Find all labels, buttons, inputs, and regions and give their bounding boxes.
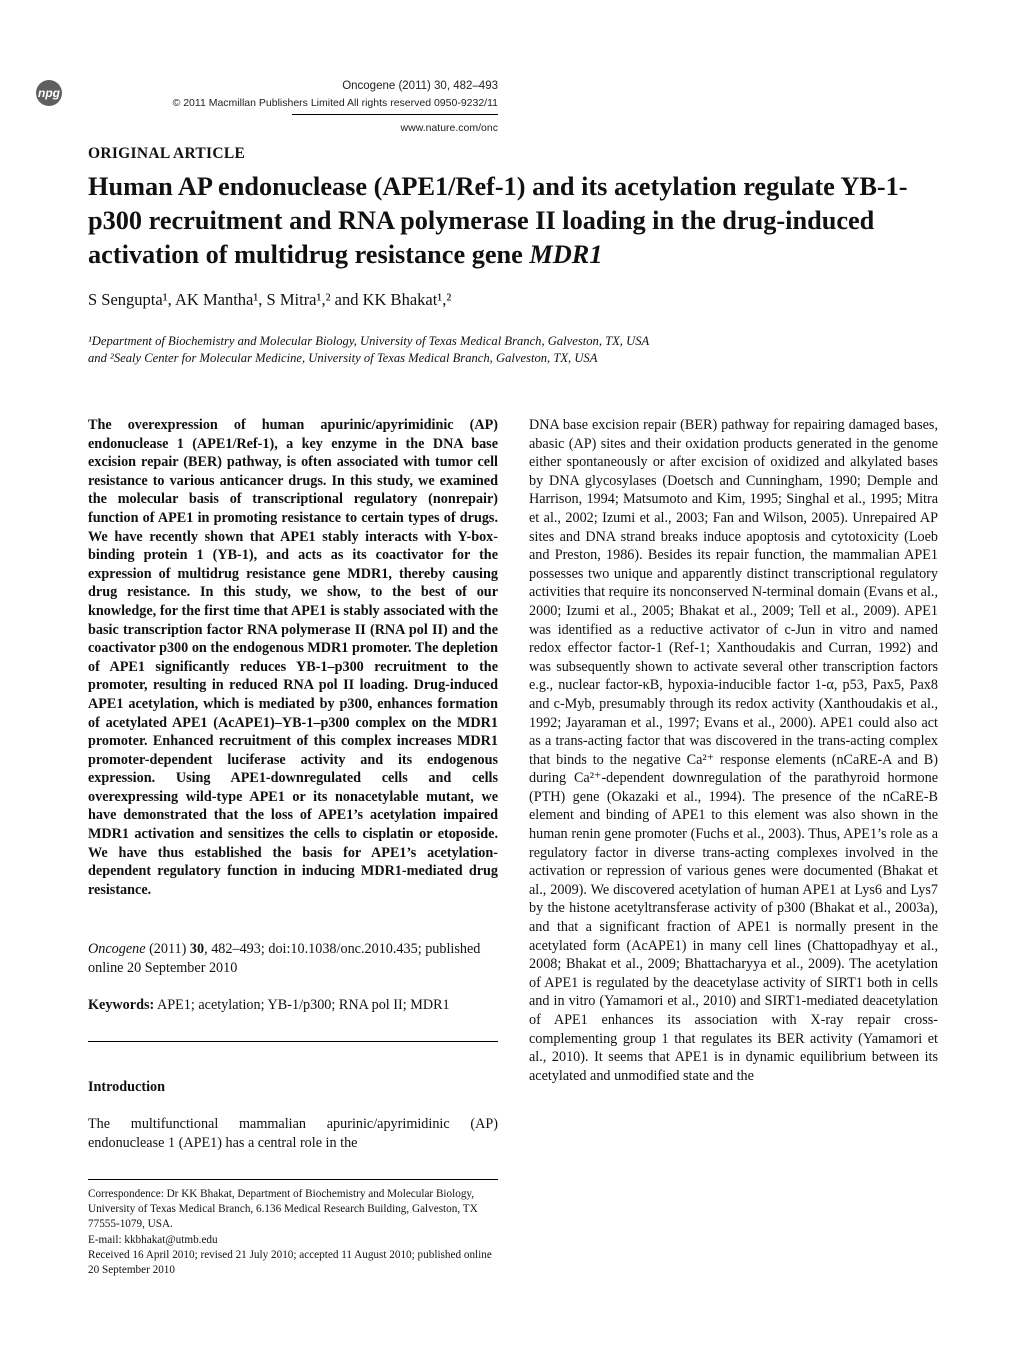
- keywords-text: APE1; acetylation; YB-1/p300; RNA pol II; MDR1: [154, 997, 450, 1013]
- correspondence-email[interactable]: E-mail: kkbhakat@utmb.edu: [88, 1233, 218, 1246]
- footnote-rule: [88, 1179, 498, 1180]
- abstract-text: The overexpression of human apurinic/apyrimidinic (AP) endonuclease 1 (APE1/Ref-1), a key enzyme in the DNA base excision repair (BER) pathway, is often associated with tumor cell resistance to various anticancer drugs. In this study, we examined the molecular basis of transcriptional regulatory (nonrepair) function of APE1 in promoting resistance to certain types of drugs. We have recently shown that APE1 stably interacts with Y-box-binding protein 1 (YB-1), and acts as its coactivator for the expression of multidrug resistance gene MDR1, thereby causing drug resistance. In this study, we show, to the best of our knowledge, for the first time that APE1 is stably associated with the basic transcription factor RNA polymerase II (RNA pol II) and the coactivator p300 on the endogenous MDR1 promoter. The depletion of APE1 significantly reduces YB-1–p300 recruitment to the promoter, resulting in reduced RNA pol II loading. Drug-induced APE1 acetylation, which is mediated by p300, enhances formation of acetylated APE1 (AcAPE1)–YB-1–p300 complex on the MDR1 promoter. Enhanced recruitment of this complex increases MDR1 promoter-dependent luciferase activity and its endogenous expression. Using APE1-downregulated cells and cells overexpressing wild-type APE1 or its nonacetylable mutant, we have demonstrated that the loss of APE1’s acetylation impaired MDR1 activation and sensitizes the cells to cisplatin or etoposide. We have thus established the basis for APE1’s acetylation-dependent regulatory function in inducing MDR1-mediated drug resistance.: [88, 417, 498, 898]
- journal-url[interactable]: www.nature.com/onc: [400, 122, 498, 134]
- section-label: ORIGINAL ARTICLE: [88, 145, 246, 162]
- citation-volume: 30: [189, 941, 205, 957]
- title-gene: MDR1: [529, 240, 603, 269]
- copyright-line: © 2011 Macmillan Publishers Limited All rights reserved 0950-9232/11: [172, 97, 498, 109]
- correspondence-address: Correspondence: Dr KK Bhakat, Department of Biochemistry and Molecular Biology, University of Texas Medical Branch, 6.136 Medical Research Building, Galveston, TX 77555-1079, USA.: [88, 1188, 478, 1231]
- affiliation-line-1: ¹Department of Biochemistry and Molecular Biology, University of Texas Medical Branch, Galveston, TX, USA: [88, 334, 650, 348]
- keywords-rule: [88, 1041, 498, 1042]
- author-list: S Sengupta¹, AK Mantha¹, S Mitra¹,² and KK Bhakat¹,²: [88, 290, 452, 309]
- header-rule: [292, 114, 498, 115]
- citation: [88, 940, 498, 977]
- right-column: [529, 416, 938, 1085]
- keywords-label: Keywords:: [88, 997, 155, 1013]
- right-column-text: DNA base excision repair (BER) pathway for repairing damaged bases, abasic (AP) sites and their oxidation products generated in the genome either spontaneously or after excision of oxidized and alkylated bases by DNA glycosylases (Doetsch and Cunningham, 1990; Demple and Harrison, 1994; Matsumoto and Kim, 1995; Singhal et al., 1995; Mitra et al., 2002; Izumi et al., 2003; Fan and Wilson, 2005). Unrepaired AP sites and DNA strand breaks induce apoptosis and cytotoxicity (Loeb and Preston, 1986). Besides its repair function, the mammalian APE1 possesses two unique and apparently distinct transcriptional regulatory activities that require its nonconserved N-terminal domain (Evans et al., 2000; Izumi et al., 2005; Bhakat et al., 2009; Tell et al., 2009). APE1 was identified as a reductive activator of c-Jun in vitro and named redox effector factor-1 (Ref-1; Xanthoudakis and Curran, 1992) and was subsequently shown to activate several other transcription factors e.g., nuclear factor-κB, hypoxia-inducible factor 1-α, p53, Pax5, Pax8 and c-Myb, presumably through its redox activity (Xanthoudakis et al., 1992; Jayaraman et al., 1997; Evans et al., 2000). APE1 could also act as a trans-acting factor that was discovered in the trans-acting complex that binds to the negative Ca²⁺ response elements (nCaRE-A and B) during Ca²⁺-dependent downregulation of the parathyroid hormone (PTH) gene (Okazaki et al., 1994). The presence of the nCaRE-B element and binding of APE1 to this element was also shown in the human renin gene promoter (Fuchs et al., 2003). Thus, APE1’s role as a regulatory factor in diverse trans-acting complexes involved in the activation or repression of various genes were documented (Bhakat et al., 2009). We discovered acetylation of human APE1 at Lys6 and Lys7 by the histone acetyltransferase activity of p300 (Bhakat et al., 2003a), and that a significant fraction of APE1 is normally present in the acetylated form (AcAPE1) in many cell lines (Chattopadhyay et al., 2008; Bhakat et al., 2009; Bhattacharyya et al., 2009). The acetylation of APE1 is regulated by the deacetylase activity of SIRT1 both in cells and in vitro (Yamamori et al., 2010) and SIRT1-mediated deacetylation of APE1 enhances its association with X-ray repair cross-complementing group 1 that regulates its BER activity (Yamamori et al., 2010). It seems that APE1 is in dynamic equilibrium between its acetylated and unmodified state and the: [529, 417, 938, 1084]
- received-dates: Received 16 April 2010; revised 21 July 2010; accepted 11 August 2010; published online 20 September 2010: [88, 1248, 492, 1277]
- abstract: [88, 416, 498, 899]
- article-title: [88, 170, 938, 272]
- citation-year: (2011): [145, 941, 190, 957]
- citation-journal: Oncogene: [88, 941, 146, 957]
- npg-logo: npg: [36, 80, 62, 106]
- introduction-heading: Introduction: [88, 1079, 165, 1095]
- affiliations: [88, 333, 938, 367]
- citation-rest: , 482–493; doi:10.1038/onc.2010.435; published online 20 September 2010: [88, 941, 481, 976]
- correspondence: [88, 1187, 498, 1278]
- journal-issue: Oncogene (2011) 30, 482–493: [342, 80, 498, 92]
- introduction-text: The multifunctional mammalian apurinic/apyrimidinic (AP) endonuclease 1 (APE1) has a central role in the: [88, 1116, 498, 1151]
- affiliation-line-2: and ²Sealy Center for Molecular Medicine, University of Texas Medical Branch, Galveston, TX, USA: [88, 351, 598, 365]
- introduction-body: [88, 1115, 498, 1152]
- keywords: [88, 996, 498, 1015]
- title-main: Human AP endonuclease (APE1/Ref-1) and its acetylation regulate YB-1-p300 recruitment and RNA polymerase II loading in the drug-induced activation of multidrug resistance gene: [88, 172, 908, 269]
